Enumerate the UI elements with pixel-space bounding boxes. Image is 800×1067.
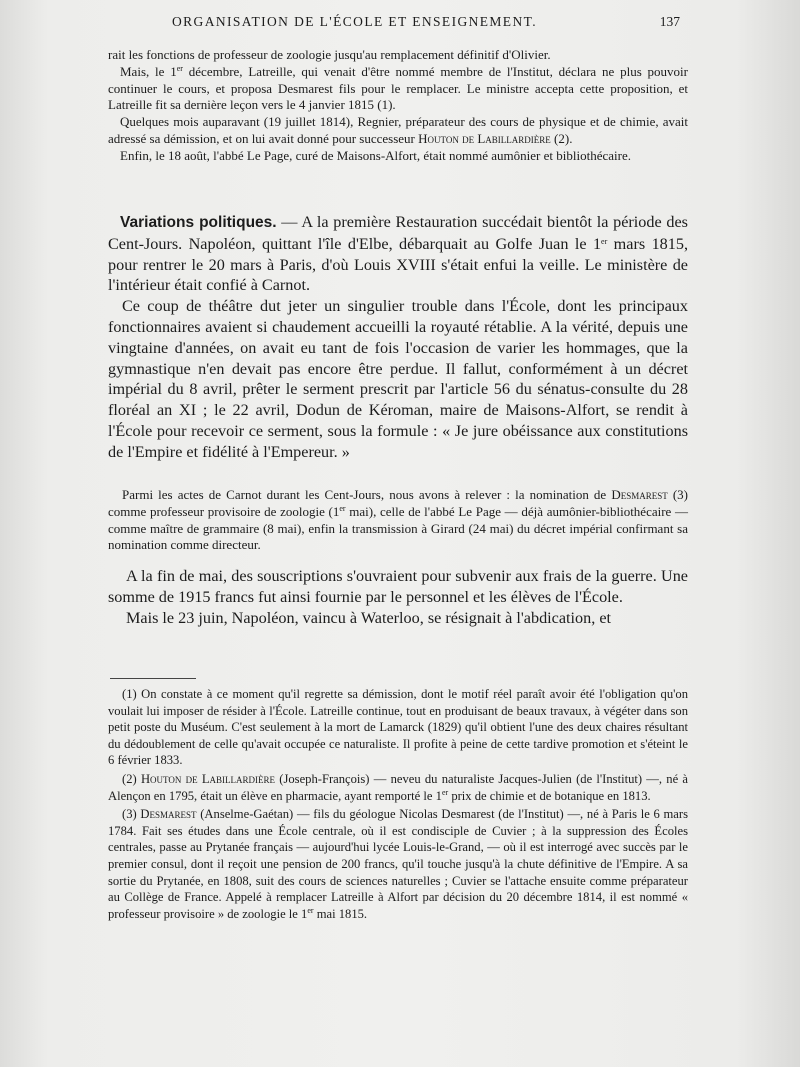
section-variations-politiques <box>108 212 688 463</box>
footnote-1: (1) On constate à ce moment qu'il regrette sa démission, dont le motif réel paraît avoir été l'obligation qu'on voulait lui imposer de résider à l'École. Latreille continue, tout en produisant de beaux travaux, à végéter dans son petit poste du Muséum. C'est seulement à la mort de Lamarck (1829) qu'il obtient l'une des deux chaires résultant du dédoublement de celle qu'avait occupée ce naturaliste. Il profite à peine de cette tardive promotion et s'éteint le 6 février 1833. <box>108 687 688 768</box>
closing-paragraphs <box>108 566 688 629</box>
opening-paragraphs <box>108 47 688 165</box>
proper-name: Houton de Labillardière <box>140 771 276 786</box>
page-header <box>150 14 680 34</box>
proper-name: Houton de Labillardière <box>418 130 551 146</box>
paragraph: Quelques mois auparavant (19 juillet 1814), Regnier, préparateur des cours de physique et de chimie, avait adressé sa démission, et on lui avait donné pour successeur Houton de Labillardière (2). <box>108 114 688 146</box>
paragraph: Ce coup de théâtre dut jeter un singulier trouble dans l'École, dont les principaux fonctionnaires avaient si chaudement accueilli la royauté rétablie. A la vérité, depuis une vingtaine d'années, on avait eu tant de fois l'occasion de varier les hommages, que la gymnastique n'en devait pas encore être perdue. Il fallut, conformément à un décret impérial du 8 avril, prêter le serment prescrit par l'article 56 du sénatus-consulte du 28 floréal an XI ; le 22 avril, Dodun de Kéroman, maire de Maisons-Alfort, se rendit à l'École pour recevoir ce serment, sous la formule : « Je jure obéissance aux constitutions de l'Empire et fidélité à l'Empereur. » <box>108 297 688 461</box>
small-print-paragraph <box>108 487 688 554</box>
paragraph: rait les fonctions de professeur de zoologie jusqu'au remplacement définitif d'Olivier. <box>108 47 551 62</box>
proper-name: Desmarest <box>611 487 668 502</box>
section-heading: Variations politiques. <box>120 214 277 231</box>
footnote-2: (2) Houton de Labillardière (Joseph-François) — neveu du naturaliste Jacques-Julien (de l'Institut) —, né à Alençon en 1795, était un élève en pharmacie, ayant remporté le 1er prix de chimie et de botanique en 1813. <box>108 771 689 803</box>
paragraph: Mais le 23 juin, Napoléon, vaincu à Waterloo, se résignait à l'abdication, et <box>126 609 611 627</box>
footnotes <box>108 686 688 924</box>
page-number: 137 <box>659 14 680 29</box>
paragraph: Mais, le 1er décembre, Latreille, qui venait d'être nommé membre de l'Institut, déclara ne plus pouvoir continuer le cours, et proposa Desmarest fils pour le remplacer. Le ministre accepta cette proposition, et Latreille fit sa dernière leçon vers le 4 janvier 1815 (1). <box>108 63 688 113</box>
paragraph: A la fin de mai, des souscriptions s'ouvraient pour subvenir aux frais de la guerre. Une somme de 1915 francs fut ainsi fournie par le personnel et les élèves de l'École. <box>108 567 688 606</box>
paragraph: Enfin, le 18 août, l'abbé Le Page, curé de Maisons-Alfort, était nommé aumônier et bibliothécaire. <box>120 147 631 163</box>
running-title: ORGANISATION DE L'ÉCOLE ET ENSEIGNEMENT. <box>172 14 538 29</box>
footnote-3: (3) Desmarest (Anselme-Gaétan) — fils du géologue Nicolas Desmarest (de l'Institut) —, né à Paris le 6 mars 1784. Fait ses études dans une École centrale, où il est condisciple de Cuvier ; à la suppression des Écoles centrales, passe au Prytanée français — aujourd'hui lycée Louis-le-Grand, — où il est interrogé avec succès par le premier consul, dont il reçoit une pension de 200 francs, qu'il touche jusqu'à la chute définitive de l'Empire. A sa sortie du Prytanée, en 1808, suit des cours de sciences naturelles ; Cuvier se l'attache ensuite comme préparateur au Collège de France. Appelé à remplacer Latreille à Alfort par décision du 20 décembre 1814, il est nommé « professeur provisoire » de zoologie le 1er mai 1815. <box>108 807 688 921</box>
footnote-divider <box>110 678 196 679</box>
proper-name: Desmarest <box>140 807 197 822</box>
paragraph: Parmi les actes de Carnot durant les Cent-Jours, nous avons à relever : la nomination de Desmarest (3) comme professeur provisoire de zoologie (1er mai), celle de l'abbé Le Page — déjà aumônier-bibliothécaire — comme maître de grammaire (8 mai), enfin la transmission à Girard (24 mai) du décret impérial confirmant sa nomination comme directeur. <box>108 487 688 553</box>
paragraph: Variations politiques. — A la première Restauration succédait bientôt la période des Cent-Jours. Napoléon, quittant l'île d'Elbe, débarquait au Golfe Juan le 1er mars 1815, pour rentrer le 20 mars à Paris, d'où Louis XVIII s'était enfui la veille. Le ministère de l'intérieur était confié à Carnot. <box>108 213 688 295</box>
